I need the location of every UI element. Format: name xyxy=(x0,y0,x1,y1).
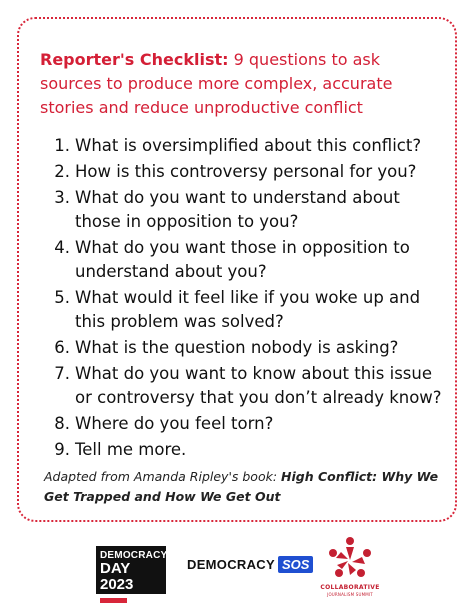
question-item xyxy=(44,134,444,158)
question-text: Where do you feel torn? xyxy=(75,414,274,433)
sponsor-logos xyxy=(0,530,474,613)
question-item xyxy=(44,236,444,284)
question-number: 2. xyxy=(54,162,70,181)
question-item xyxy=(44,286,444,334)
question-item xyxy=(44,160,444,184)
democracy-day-line1: DEMOCRACY xyxy=(100,550,168,561)
democracy-day-logo xyxy=(96,546,168,606)
democracy-sos-logo xyxy=(187,556,313,573)
cjs-subtitle: JOURNALISM SUMMIT xyxy=(327,592,373,597)
question-text: Tell me more. xyxy=(75,440,187,459)
question-number: 6. xyxy=(54,338,70,357)
question-text: What do you want to understand about those in opposition to you? xyxy=(75,188,400,231)
cjs-title: COLLABORATIVE xyxy=(320,584,380,591)
source-prefix: Adapted from Amanda Ripley's book: xyxy=(44,469,282,484)
question-number: 7. xyxy=(54,364,70,383)
intro-text xyxy=(40,48,440,120)
question-text: What is the question nobody is asking? xyxy=(75,338,399,357)
checklist-subheading: 9 questions to ask sources to produce more complex, accurate stories and reduce unproductive conflict xyxy=(40,50,393,117)
collaborative-journalism-summit-logo xyxy=(318,536,382,610)
question-number: 8. xyxy=(54,414,70,433)
question-item xyxy=(44,362,444,410)
democracy-day-date: Sept. 15, 2023 xyxy=(130,594,151,606)
checklist-heading: Reporter's Checklist: xyxy=(40,50,229,69)
democracy-sos-word: DEMOCRACY xyxy=(187,557,275,572)
question-number: 1. xyxy=(54,136,70,155)
question-list xyxy=(44,134,444,464)
question-number: 9. xyxy=(54,440,70,459)
sos-badge: SOS xyxy=(278,556,313,573)
question-number: 4. xyxy=(54,238,70,257)
question-text: What is oversimplified about this conflict? xyxy=(75,136,422,155)
question-item xyxy=(44,438,444,462)
question-text: What do you want those in opposition to understand about you? xyxy=(75,238,410,281)
question-text: What would it feel like if you woke up and this problem was solved? xyxy=(75,288,421,331)
question-text: What do you want to know about this issue or controversy that you don’t already know? xyxy=(75,364,442,407)
source-attribution xyxy=(44,467,444,507)
question-item xyxy=(44,336,444,360)
question-item xyxy=(44,412,444,436)
democracy-day-line2: DAY 2023 xyxy=(100,560,134,593)
question-item xyxy=(44,186,444,234)
question-text: How is this controversy personal for you? xyxy=(75,162,417,181)
red-bar-icon xyxy=(100,598,127,603)
question-number: 5. xyxy=(54,288,70,307)
people-circle-icon xyxy=(326,536,374,582)
question-number: 3. xyxy=(54,188,70,207)
book-title: High Conflict: Why We Get Trapped and How We Get Out xyxy=(44,469,439,504)
